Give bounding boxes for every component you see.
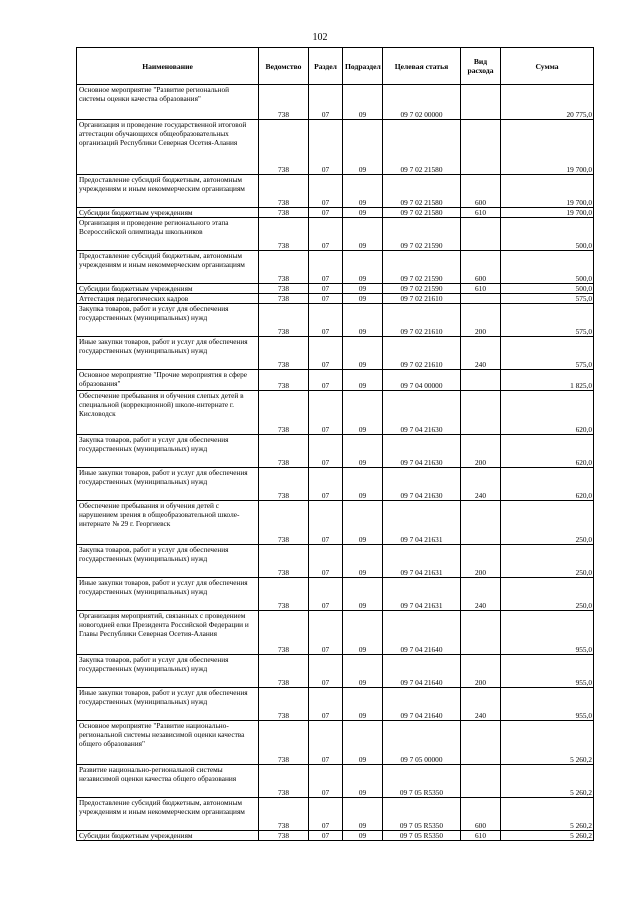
row-vid-cell: 240 [461,578,501,611]
row-podrazdel-cell: 09 [343,304,383,337]
row-celevaya-cell: 09 7 02 21590 [383,284,461,294]
row-podrazdel-cell: 09 [343,435,383,468]
row-celevaya-cell: 09 7 05 00000 [383,721,461,765]
row-razdel-cell: 07 [309,294,343,304]
row-vedomstvo-cell: 738 [259,120,309,175]
row-razdel-cell: 07 [309,370,343,391]
row-name-cell: Основное мероприятие "Развитие национально-региональной системы независимой оценки качества общего образования" [77,721,259,765]
table-row [77,765,594,798]
row-sum-cell: 19 700,0 [501,208,594,218]
row-sum-cell: 5 260,2 [501,798,594,831]
row-razdel-cell: 07 [309,468,343,501]
row-vedomstvo-cell: 738 [259,284,309,294]
row-name-cell: Организация мероприятий, связанных с проведением новогодней елки Президента Российской Федерации и Главы Республики Северная Осетия-Алания [77,611,259,655]
row-celevaya-cell: 09 7 02 21580 [383,208,461,218]
row-sum-cell: 955,0 [501,655,594,688]
row-sum-cell: 955,0 [501,611,594,655]
row-celevaya-cell: 09 7 02 21580 [383,175,461,208]
table-row [77,501,594,545]
row-podrazdel-cell: 09 [343,468,383,501]
row-sum-cell: 5 260,2 [501,721,594,765]
row-podrazdel-cell: 09 [343,208,383,218]
budget-table [76,47,594,841]
row-celevaya-cell: 09 7 02 00000 [383,85,461,120]
table-row [77,831,594,841]
row-podrazdel-cell: 09 [343,175,383,208]
row-razdel-cell: 07 [309,120,343,175]
row-razdel-cell: 07 [309,765,343,798]
row-vedomstvo-cell: 738 [259,208,309,218]
row-name-cell: Закупка товаров, работ и услуг для обеспечения государственных (муниципальных) нужд [77,435,259,468]
row-sum-cell: 620,0 [501,468,594,501]
row-name-cell: Закупка товаров, работ и услуг для обеспечения государственных (муниципальных) нужд [77,655,259,688]
row-name-cell: Развитие национально-региональной системы независимой оценки качества общего образования [77,765,259,798]
table-row [77,175,594,208]
row-vid-cell [461,765,501,798]
row-name-cell: Предоставление субсидий бюджетным, автономным учреждениям и иным некоммерческим организациям [77,175,259,208]
header-celevaya: Целевая статья [383,48,461,85]
row-sum-cell: 19 700,0 [501,175,594,208]
row-vedomstvo-cell: 738 [259,218,309,251]
row-sum-cell: 250,0 [501,545,594,578]
row-name-cell: Организация и проведение государственной итоговой аттестации обучающихся общеобразовательных организаций Республики Северная Осетия-Алания [77,120,259,175]
table-row [77,721,594,765]
row-celevaya-cell: 09 7 02 21590 [383,251,461,284]
row-name-cell: Субсидии бюджетным учреждениям [77,831,259,841]
row-podrazdel-cell: 09 [343,337,383,370]
row-name-cell: Организация и проведение регионального этапа Всероссийской олимпиады школьников [77,218,259,251]
row-celevaya-cell: 09 7 04 00000 [383,370,461,391]
table-row [77,391,594,435]
table-row [77,120,594,175]
row-vid-cell [461,218,501,251]
row-celevaya-cell: 09 7 02 21610 [383,294,461,304]
row-sum-cell: 500,0 [501,251,594,284]
row-vedomstvo-cell: 738 [259,435,309,468]
table-header-row [77,48,594,85]
table-row [77,294,594,304]
row-celevaya-cell: 09 7 04 21640 [383,688,461,721]
row-podrazdel-cell: 09 [343,391,383,435]
row-sum-cell: 575,0 [501,294,594,304]
row-vid-cell: 200 [461,545,501,578]
row-sum-cell: 19 700,0 [501,120,594,175]
row-razdel-cell: 07 [309,218,343,251]
row-name-cell: Обеспечение пребывания и обучения слепых детей в специальной (коррекционной) школе-интернате г. Кисловодск [77,391,259,435]
row-vid-cell: 200 [461,304,501,337]
table-row [77,545,594,578]
row-podrazdel-cell: 09 [343,578,383,611]
table-row [77,85,594,120]
table-row [77,218,594,251]
row-podrazdel-cell: 09 [343,85,383,120]
row-podrazdel-cell: 09 [343,655,383,688]
row-razdel-cell: 07 [309,435,343,468]
table-row [77,468,594,501]
row-vedomstvo-cell: 738 [259,468,309,501]
row-name-cell: Иные закупки товаров, работ и услуг для обеспечения государственных (муниципальных) нужд [77,337,259,370]
row-podrazdel-cell: 09 [343,688,383,721]
row-vid-cell: 610 [461,208,501,218]
row-vid-cell [461,294,501,304]
row-podrazdel-cell: 09 [343,611,383,655]
row-razdel-cell: 07 [309,85,343,120]
row-vedomstvo-cell: 738 [259,721,309,765]
table-body [77,85,594,841]
row-celevaya-cell: 09 7 04 21630 [383,435,461,468]
row-vid-cell [461,501,501,545]
row-podrazdel-cell: 09 [343,370,383,391]
row-name-cell: Закупка товаров, работ и услуг для обеспечения государственных (муниципальных) нужд [77,545,259,578]
row-vedomstvo-cell: 738 [259,578,309,611]
row-vedomstvo-cell: 738 [259,545,309,578]
row-podrazdel-cell: 09 [343,721,383,765]
table-row [77,655,594,688]
header-vid: Вид расхода [461,48,501,85]
row-vedomstvo-cell: 738 [259,337,309,370]
row-name-cell: Предоставление субсидий бюджетным, автономным учреждениям и иным некоммерческим организациям [77,798,259,831]
row-celevaya-cell: 09 7 02 21610 [383,337,461,370]
table-row [77,337,594,370]
row-vedomstvo-cell: 738 [259,765,309,798]
row-vid-cell: 200 [461,435,501,468]
row-celevaya-cell: 09 7 02 21580 [383,120,461,175]
table-row [77,251,594,284]
row-sum-cell: 620,0 [501,435,594,468]
header-summa: Сумма [501,48,594,85]
row-razdel-cell: 07 [309,391,343,435]
row-vid-cell [461,370,501,391]
row-name-cell: Основное мероприятие "Развитие региональной системы оценки качества образования" [77,85,259,120]
table-row [77,578,594,611]
table-row [77,370,594,391]
row-podrazdel-cell: 09 [343,831,383,841]
row-name-cell: Обеспечение пребывания и обучения детей с нарушением зрения в общеобразовательной школе-интернате № 29 г. Георгиевск [77,501,259,545]
row-vedomstvo-cell: 738 [259,175,309,208]
row-celevaya-cell: 09 7 04 21640 [383,611,461,655]
row-celevaya-cell: 09 7 02 21610 [383,304,461,337]
table-row [77,304,594,337]
row-vid-cell [461,611,501,655]
row-celevaya-cell: 09 7 04 21630 [383,391,461,435]
row-sum-cell: 250,0 [501,578,594,611]
row-razdel-cell: 07 [309,831,343,841]
row-name-cell: Закупка товаров, работ и услуг для обеспечения государственных (муниципальных) нужд [77,304,259,337]
row-name-cell: Аттестация педагогических кадров [77,294,259,304]
table-row [77,611,594,655]
row-sum-cell: 620,0 [501,391,594,435]
row-vid-cell: 610 [461,284,501,294]
row-celevaya-cell: 09 7 05 R5350 [383,798,461,831]
page-number: 102 [312,32,328,43]
row-podrazdel-cell: 09 [343,120,383,175]
row-sum-cell: 575,0 [501,337,594,370]
table-row [77,435,594,468]
row-vedomstvo-cell: 738 [259,655,309,688]
row-vedomstvo-cell: 738 [259,304,309,337]
table-row [77,688,594,721]
row-podrazdel-cell: 09 [343,251,383,284]
table-row [77,284,594,294]
row-celevaya-cell: 09 7 04 21631 [383,501,461,545]
row-vedomstvo-cell: 738 [259,370,309,391]
row-podrazdel-cell: 09 [343,294,383,304]
row-razdel-cell: 07 [309,545,343,578]
row-vedomstvo-cell: 738 [259,831,309,841]
row-razdel-cell: 07 [309,611,343,655]
row-sum-cell: 250,0 [501,501,594,545]
row-razdel-cell: 07 [309,688,343,721]
row-vid-cell [461,721,501,765]
row-name-cell: Основное мероприятие "Прочие мероприятия в сфере образования" [77,370,259,391]
row-vedomstvo-cell: 738 [259,294,309,304]
row-vid-cell: 600 [461,798,501,831]
header-vedomstvo: Ведомство [259,48,309,85]
header-name: Наименование [77,48,259,85]
row-name-cell: Предоставление субсидий бюджетным, автономным учреждениям и иным некоммерческим организациям [77,251,259,284]
row-razdel-cell: 07 [309,578,343,611]
row-podrazdel-cell: 09 [343,545,383,578]
row-razdel-cell: 07 [309,175,343,208]
row-celevaya-cell: 09 7 04 21640 [383,655,461,688]
row-vedomstvo-cell: 738 [259,251,309,284]
row-sum-cell: 500,0 [501,284,594,294]
row-celevaya-cell: 09 7 02 21590 [383,218,461,251]
row-razdel-cell: 07 [309,798,343,831]
table-row [77,208,594,218]
row-podrazdel-cell: 09 [343,765,383,798]
row-razdel-cell: 07 [309,721,343,765]
row-sum-cell: 955,0 [501,688,594,721]
row-sum-cell: 5 260,2 [501,765,594,798]
row-sum-cell: 20 775,0 [501,85,594,120]
row-podrazdel-cell: 09 [343,218,383,251]
row-name-cell: Субсидии бюджетным учреждениям [77,208,259,218]
header-razdel: Раздел [309,48,343,85]
row-vid-cell: 610 [461,831,501,841]
row-name-cell: Иные закупки товаров, работ и услуг для обеспечения государственных (муниципальных) нужд [77,578,259,611]
row-vid-cell: 240 [461,468,501,501]
row-razdel-cell: 07 [309,337,343,370]
row-celevaya-cell: 09 7 04 21631 [383,578,461,611]
row-razdel-cell: 07 [309,501,343,545]
row-celevaya-cell: 09 7 04 21631 [383,545,461,578]
row-vedomstvo-cell: 738 [259,391,309,435]
row-celevaya-cell: 09 7 05 R5350 [383,831,461,841]
row-sum-cell: 5 260,2 [501,831,594,841]
row-name-cell: Иные закупки товаров, работ и услуг для обеспечения государственных (муниципальных) нужд [77,468,259,501]
row-razdel-cell: 07 [309,655,343,688]
row-podrazdel-cell: 09 [343,284,383,294]
row-vid-cell: 200 [461,655,501,688]
row-podrazdel-cell: 09 [343,501,383,545]
row-vedomstvo-cell: 738 [259,688,309,721]
row-vid-cell [461,85,501,120]
row-vedomstvo-cell: 738 [259,85,309,120]
row-celevaya-cell: 09 7 05 R5350 [383,765,461,798]
row-vid-cell: 600 [461,251,501,284]
row-name-cell: Иные закупки товаров, работ и услуг для обеспечения государственных (муниципальных) нужд [77,688,259,721]
header-podrazdel: Подраздел [343,48,383,85]
row-sum-cell: 575,0 [501,304,594,337]
row-vid-cell [461,120,501,175]
row-celevaya-cell: 09 7 04 21630 [383,468,461,501]
row-vid-cell: 240 [461,337,501,370]
row-vid-cell: 240 [461,688,501,721]
row-vid-cell [461,391,501,435]
table-row [77,798,594,831]
row-razdel-cell: 07 [309,208,343,218]
row-podrazdel-cell: 09 [343,798,383,831]
row-razdel-cell: 07 [309,251,343,284]
row-vid-cell: 600 [461,175,501,208]
row-sum-cell: 500,0 [501,218,594,251]
row-razdel-cell: 07 [309,304,343,337]
row-name-cell: Субсидии бюджетным учреждениям [77,284,259,294]
row-vedomstvo-cell: 738 [259,798,309,831]
row-razdel-cell: 07 [309,284,343,294]
row-sum-cell: 1 825,0 [501,370,594,391]
row-vedomstvo-cell: 738 [259,501,309,545]
row-vedomstvo-cell: 738 [259,611,309,655]
